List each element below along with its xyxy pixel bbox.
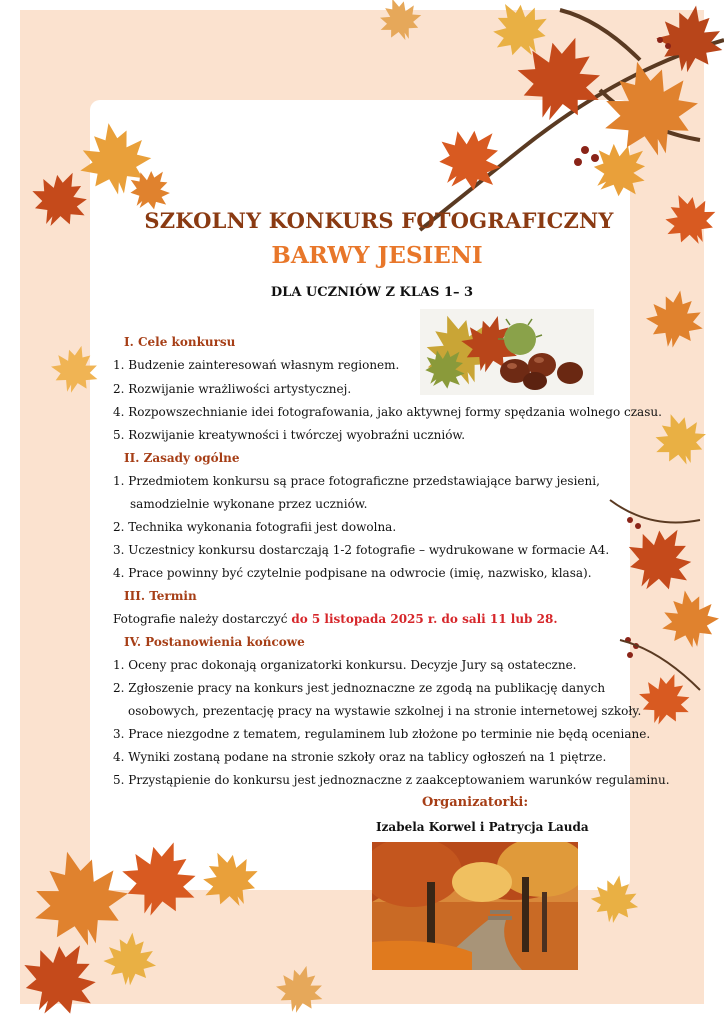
list-item: 2. Zgłoszenie pracy na konkurs jest jednoznaczne ze zgodą na publikację danych bbox=[113, 681, 606, 695]
list-item: 3. Prace niezgodne z tematem, regulaminem lub złożone po terminie nie będą oceniane. bbox=[113, 727, 651, 741]
list-item-continuation: samodzielnie wykonane przez uczniów. bbox=[130, 497, 368, 511]
section-heading-final: IV. Postanowienia końcowe bbox=[124, 635, 305, 649]
list-item: 2. Rozwijanie wrażliwości artystycznej. bbox=[113, 382, 352, 396]
contest-subtitle: BARWY JESIENI bbox=[271, 242, 483, 269]
section-heading-goals: I. Cele konkursu bbox=[124, 335, 236, 349]
list-item: 2. Technika wykonania fotografii jest dowolna. bbox=[113, 520, 397, 534]
list-item-continuation: osobowych, prezentację pracy na wystawie szkolnej i na stronie internetowej szkoły. bbox=[128, 704, 642, 718]
list-item: 4. Prace powinny być czytelnie podpisane na odwrocie (imię, nazwisko, klasa). bbox=[113, 566, 592, 580]
list-item: 1. Oceny prac dokonają organizatorki konkursu. Decyzje Jury są ostateczne. bbox=[113, 658, 577, 672]
deadline-date: do 5 listopada 2025 r. do sali 11 lub 28. bbox=[291, 612, 558, 626]
list-item: 4. Rozpowszechnianie idei fotografowania, jako aktywnej formy spędzania wolnego czasu. bbox=[113, 405, 662, 419]
list-item: 1. Budzenie zainteresowań własnym regionem. bbox=[113, 358, 400, 372]
deadline-text bbox=[113, 611, 558, 627]
list-item: 3. Uczestnicy konkursu dostarczają 1-2 fotografie – wydrukowane w formacie A4. bbox=[113, 543, 610, 557]
list-item: 4. Wyniki zostaną podane na stronie szkoły oraz na tablicy ogłoszeń na 1 piętrze. bbox=[113, 750, 607, 764]
autumn-park-photo bbox=[372, 842, 578, 970]
chestnut-photo bbox=[420, 309, 594, 395]
list-item: 1. Przedmiotem konkursu są prace fotograficzne przedstawiające barwy jesieni, bbox=[113, 474, 600, 488]
contest-title: SZKOLNY KONKURS FOTOGRAFICZNY bbox=[144, 208, 614, 233]
organizers-label: Organizatorki: bbox=[422, 795, 529, 810]
list-item: 5. Rozwijanie kreatywności i twórczej wyobraźni uczniów. bbox=[113, 428, 466, 442]
list-item: 5. Przystąpienie do konkursu jest jednoznaczne z zaakceptowaniem warunków regulaminu. bbox=[113, 773, 670, 787]
deadline-prefix: Fotografie należy dostarczyć bbox=[113, 612, 292, 626]
section-heading-rules: II. Zasady ogólne bbox=[124, 451, 240, 465]
section-heading-deadline: III. Termin bbox=[124, 589, 197, 603]
organizers-names: Izabela Korwel i Patrycja Lauda bbox=[376, 820, 589, 834]
target-audience: DLA UCZNIÓW Z KLAS 1– 3 bbox=[270, 285, 474, 300]
